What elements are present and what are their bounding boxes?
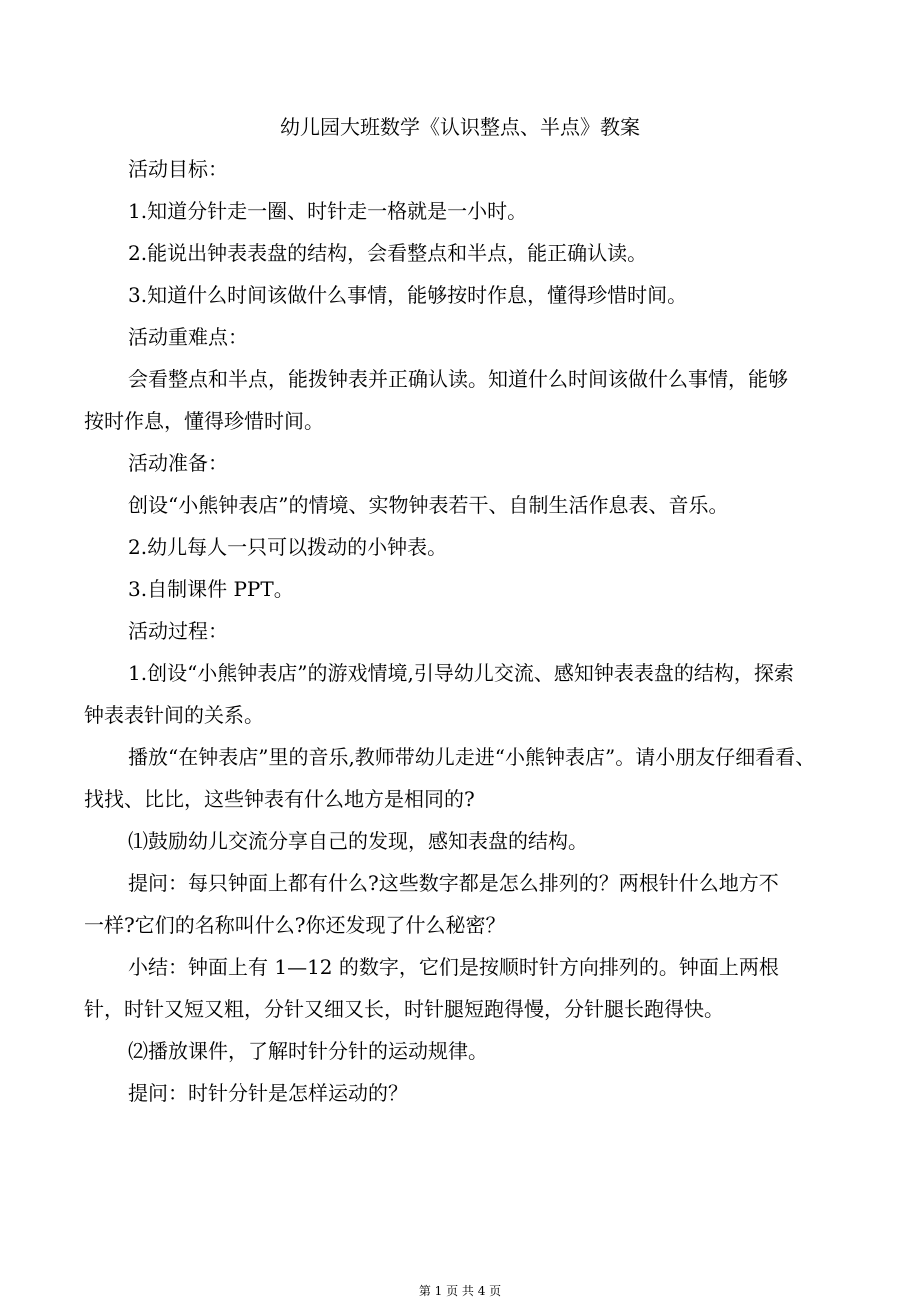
process-substep-1: ⑴鼓励幼儿交流分享自己的发现，感知表盘的结构。 xyxy=(128,829,588,853)
objective-1: 1.知道分针走一圈、时针走一格就是一小时。 xyxy=(128,199,528,223)
preparation-2: 2.幼儿每人一只可以拨动的小钟表。 xyxy=(128,535,448,559)
process-substep-2: ⑵播放课件，了解时针分针的运动规律。 xyxy=(128,1039,488,1063)
key-points-text: 会看整点和半点，能拨钟表并正确认读。知道什么时间该做什么事情，能够 xyxy=(128,367,788,391)
heading-process: 活动过程： xyxy=(128,619,228,643)
process-step-1-cont: 钟表表针间的关系。 xyxy=(84,703,264,727)
heading-key-points: 活动重难点： xyxy=(128,325,248,349)
summary: 小结：钟面上有 1—12 的数字，它们是按顺时针方向排列的。钟面上两根 xyxy=(128,955,779,979)
question-1: 提问：每只钟面上都有什么?这些数字都是怎么排列的？两根针什么地方不 xyxy=(128,871,779,895)
key-points-text-cont: 按时作息，懂得珍惜时间。 xyxy=(84,409,324,433)
process-step-1: 1.创设“小熊钟表店”的游戏情境,引导幼儿交流、感知钟表表盘的结构，探索 xyxy=(128,661,794,685)
preparation-3: 3.自制课件 PPT。 xyxy=(128,577,294,601)
process-paragraph: 播放“在钟表店”里的音乐,教师带幼儿走进“小熊钟表店”。请小朋友仔细看看、 xyxy=(128,745,816,769)
document-title: 幼儿园大班数学《认识整点、半点》教案 xyxy=(280,115,640,139)
process-paragraph-cont: 找找、比比，这些钟表有什么地方是相同的? xyxy=(84,787,475,811)
heading-objectives: 活动目标： xyxy=(128,157,228,181)
page-footer: 第 1 页 共 4 页 xyxy=(418,1284,502,1298)
preparation-1: 创设“小熊钟表店”的情境、实物钟表若干、自制生活作息表、音乐。 xyxy=(128,493,729,517)
summary-cont: 针，时针又短又粗，分针又细又长，时针腿短跑得慢，分针腿长跑得快。 xyxy=(84,997,724,1021)
objective-2: 2.能说出钟表表盘的结构，会看整点和半点，能正确认读。 xyxy=(128,241,648,265)
heading-preparation: 活动准备： xyxy=(128,451,228,475)
question-2: 提问：时针分针是怎样运动的？ xyxy=(128,1081,408,1105)
objective-3: 3.知道什么时间该做什么事情，能够按时作息，懂得珍惜时间。 xyxy=(128,283,688,307)
question-1-cont: 一样?它们的名称叫什么?你还发现了什么秘密？ xyxy=(84,913,506,937)
